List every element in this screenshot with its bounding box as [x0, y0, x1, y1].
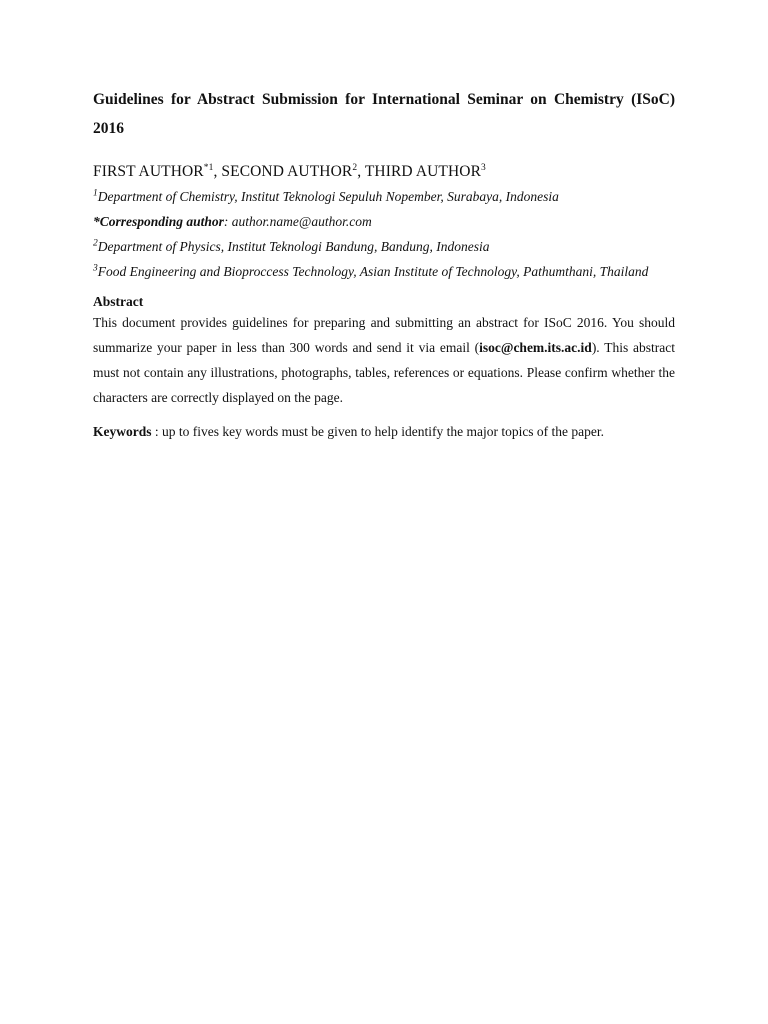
keywords-paragraph	[93, 419, 675, 444]
author-affiliation-number: 1	[208, 162, 214, 173]
affiliation-1	[93, 184, 675, 209]
author-affiliation-number: 3	[481, 162, 486, 173]
author-name: FIRST AUTHOR	[93, 163, 204, 180]
author-name: THIRD AUTHOR	[364, 163, 482, 180]
corresponding-author-email: author.name@author.com	[231, 214, 372, 229]
affiliation-number: 3	[93, 263, 98, 274]
corresponding-author-separator: :	[223, 214, 232, 229]
affiliation-2	[93, 234, 675, 259]
affiliation-number: 1	[93, 188, 98, 199]
abstract-text: This document provides guidelines for preparing and submitting an abstract for ISoC 2016. You should summarize your paper in less than 300 words and send it via email (	[93, 315, 675, 355]
author-mark: *	[203, 162, 209, 173]
abstract-body	[93, 310, 675, 410]
author-list	[93, 162, 675, 182]
abstract-text: ). This abstract must not contain any illustrations, photographs, tables, references or equations. Please confirm whether the characters are correctly displayed on the page.	[93, 340, 675, 405]
keywords-label: Keywords	[93, 424, 152, 439]
corresponding-author	[93, 209, 675, 234]
affiliation-text: Department of Chemistry, Institut Teknologi Sepuluh Nopember, Surabaya, Indonesia	[97, 189, 559, 204]
affiliation-text: Department of Physics, Institut Teknologi Bandung, Bandung, Indonesia	[97, 239, 490, 254]
abstract-heading: Abstract	[93, 294, 144, 309]
author-name: SECOND AUTHOR	[221, 163, 353, 180]
author-affiliation-number: 2	[352, 162, 358, 173]
abstract-email: isoc@chem.its.ac.id	[479, 340, 592, 355]
author-separator: ,	[357, 163, 365, 180]
keywords-text: : up to fives key words must be given to help identify the major topics of the paper.	[151, 424, 605, 439]
affiliation-text: Food Engineering and Bioproccess Technology, Asian Institute of Technology, Pathumthani, Thailand	[97, 264, 649, 279]
affiliation-number: 2	[93, 238, 98, 249]
document-title: Guidelines for Abstract Submission for International Seminar on Chemistry (ISoC) 2016	[93, 91, 675, 137]
affiliation-3	[93, 259, 675, 284]
corresponding-author-label: *Corresponding author	[93, 214, 224, 229]
author-separator: ,	[213, 163, 222, 180]
